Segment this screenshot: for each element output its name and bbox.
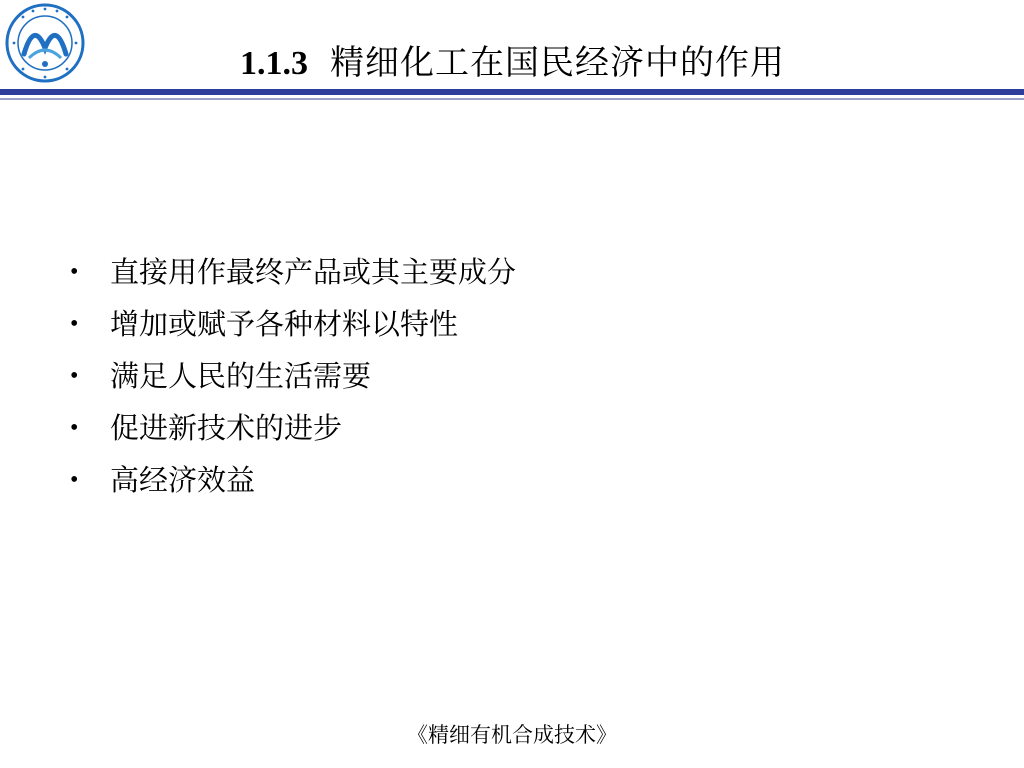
bullet-marker: • [70, 311, 79, 337]
section-number: 1.1.3 [240, 45, 308, 82]
bullet-text: 增加或赋予各种材料以特性 [110, 307, 459, 341]
bullet-text: 直接用作最终产品或其主要成分 [110, 255, 517, 289]
bullet-marker: • [70, 467, 79, 493]
institution-emblem-icon [4, 2, 86, 84]
header-divider [0, 89, 1024, 95]
bullet-text: 高经济效益 [110, 463, 256, 497]
footer-course-title: 《精细有机合成技术》 [407, 723, 617, 747]
bullet-text: 促进新技术的进步 [110, 411, 343, 445]
bullet-marker: • [70, 415, 79, 441]
header-divider-thin [0, 98, 1024, 100]
title-text: 精细化工在国民经济中的作用 [330, 43, 785, 83]
bullet-text: 满足人民的生活需要 [110, 359, 372, 393]
bullet-marker: • [70, 363, 79, 389]
slide-title [240, 38, 785, 88]
bullet-marker: • [70, 259, 79, 285]
